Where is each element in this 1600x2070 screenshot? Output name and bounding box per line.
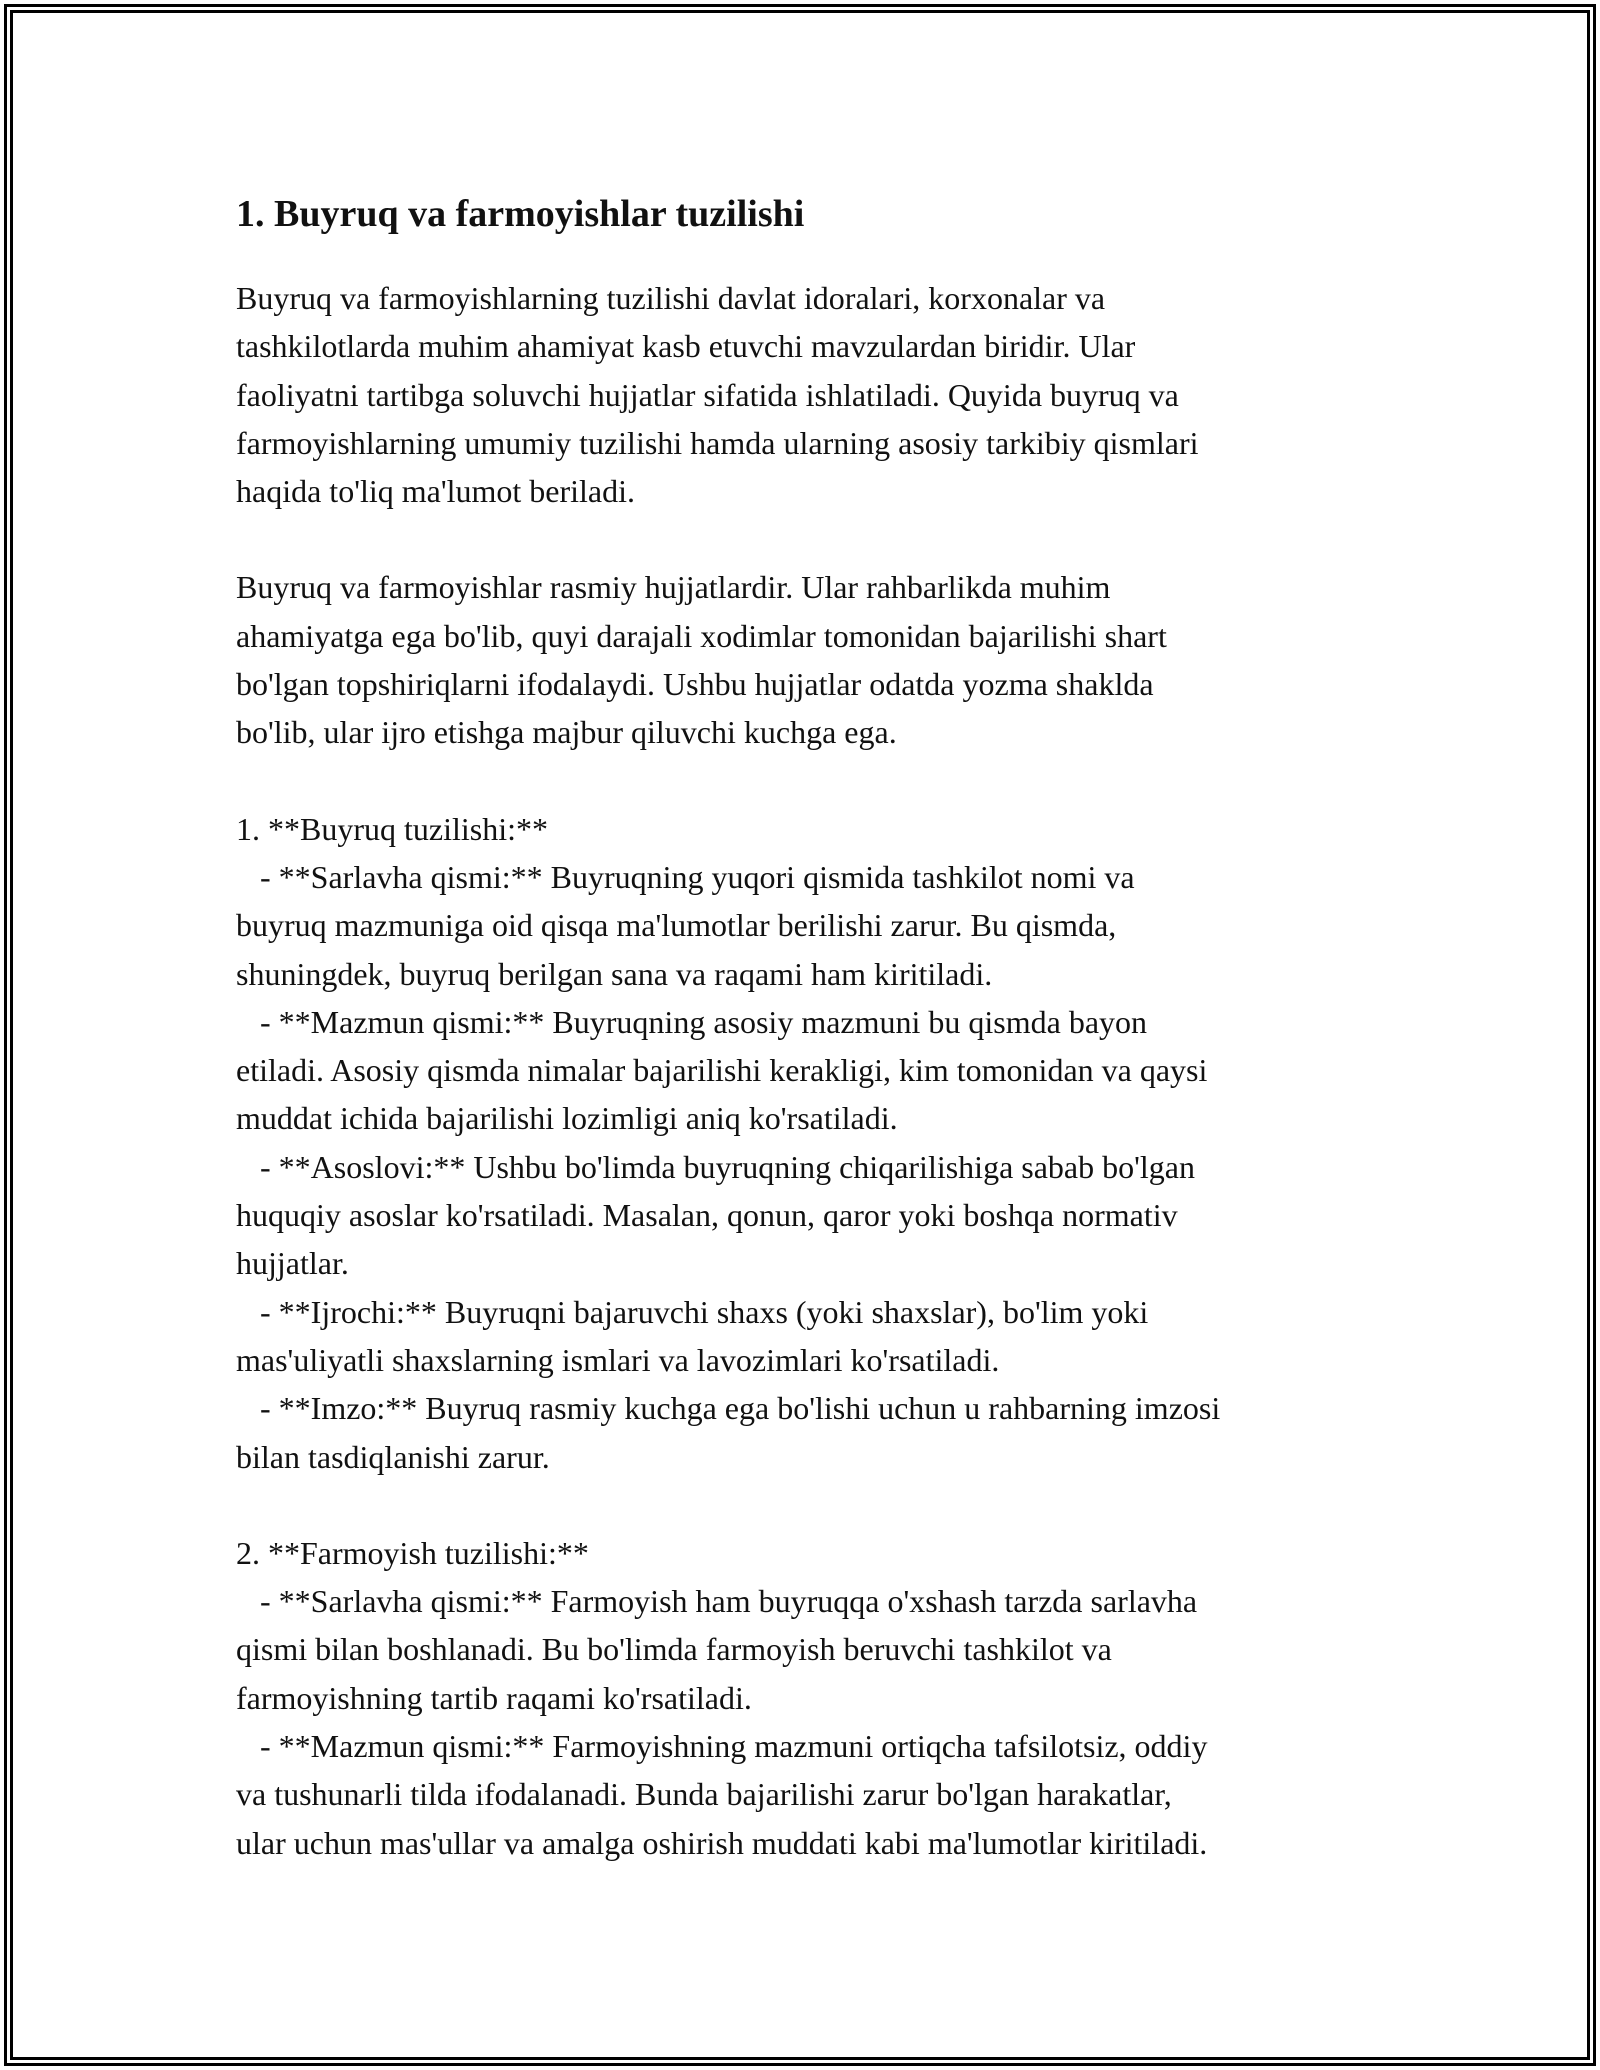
text-line: - **Asoslovi:** Ushbu bo'limda buyruqning chiqarilishiga sabab bo'lgan xyxy=(236,1148,1195,1185)
text-line: 2. **Farmoyish tuzilishi:** xyxy=(236,1534,589,1571)
paragraph xyxy=(236,274,1376,515)
text-line: hujjatlar. xyxy=(236,1245,349,1282)
text-line: etiladi. Asosiy qismda nimalar bajarilishi kerakligi, kim tomonidan va qaysi xyxy=(236,1052,1208,1089)
text-line: tashkilotlarda muhim ahamiyat kasb etuvchi mavzulardan biridir. Ular xyxy=(236,328,1136,365)
text-line: huquqiy asoslar ko'rsatiladi. Masalan, qonun, qaror yoki boshqa normativ xyxy=(236,1197,1178,1234)
document-paragraphs xyxy=(236,274,1376,1867)
document-title: 1. Buyruq va farmoyishlar tuzilishi xyxy=(236,193,805,235)
text-line: qismi bilan boshlanadi. Bu bo'limda farmoyish beruvchi tashkilot va xyxy=(236,1631,1112,1668)
paragraph xyxy=(236,1529,1376,1867)
text-line: shuningdek, buyruq berilgan sana va raqami ham kiritiladi. xyxy=(236,955,993,992)
text-line: bo'lgan topshiriqlarni ifodalaydi. Ushbu hujjatlar odatda yozma shaklda xyxy=(236,666,1154,703)
text-line: faoliyatni tartibga soluvchi hujjatlar sifatida ishlatiladi. Quyida buyruq va xyxy=(236,376,1179,413)
text-line: mas'uliyatli shaxslarning ismlari va lavozimlari ko'rsatiladi. xyxy=(236,1341,1000,1378)
text-line: - **Mazmun qismi:** Farmoyishning mazmuni ortiqcha tafsilotsiz, oddiy xyxy=(236,1728,1208,1765)
text-line: Buyruq va farmoyishlar rasmiy hujjatlardir. Ular rahbarlikda muhim xyxy=(236,569,1111,606)
text-line: buyruq mazmuniga oid qisqa ma'lumotlar berilishi zarur. Bu qismda, xyxy=(236,907,1117,944)
text-line: - **Sarlavha qismi:** Farmoyish ham buyruqqa o'xshash tarzda sarlavha xyxy=(236,1583,1198,1620)
text-line: - **Ijrochi:** Buyruqni bajaruvchi shaxs (yoki shaxslar), bo'lim yoki xyxy=(236,1293,1149,1330)
text-line: bilan tasdiqlanishi zarur. xyxy=(236,1438,550,1475)
text-line: va tushunarli tilda ifodalanadi. Bunda bajarilishi zarur bo'lgan harakatlar, xyxy=(236,1776,1172,1813)
text-line: ular uchun mas'ullar va amalga oshirish muddati kabi ma'lumotlar kiritiladi. xyxy=(236,1824,1208,1861)
text-line: ahamiyatga ega bo'lib, quyi darajali xodimlar tomonidan bajarilishi shart xyxy=(236,617,1167,654)
text-line: farmoyishlarning umumiy tuzilishi hamda ularning asosiy tarkibiy qismlari xyxy=(236,424,1199,461)
paragraph xyxy=(236,805,1376,1481)
text-line: haqida to'liq ma'lumot beriladi. xyxy=(236,473,635,510)
text-line: - **Mazmun qismi:** Buyruqning asosiy mazmuni bu qismda bayon xyxy=(236,1003,1148,1040)
text-line: farmoyishning tartib raqami ko'rsatiladi. xyxy=(236,1679,752,1716)
text-line: Buyruq va farmoyishlarning tuzilishi davlat idoralari, korxonalar va xyxy=(236,280,1106,316)
paragraph xyxy=(236,563,1376,756)
text-line: muddat ichida bajarilishi lozimligi aniq ko'rsatiladi. xyxy=(236,1100,898,1137)
text-line: - **Imzo:** Buyruq rasmiy kuchga ega bo'lishi uchun u rahbarning imzosi xyxy=(236,1390,1221,1427)
text-line: 1. **Buyruq tuzilishi:** xyxy=(236,810,548,847)
text-line: - **Sarlavha qismi:** Buyruqning yuqori qismida tashkilot nomi va xyxy=(236,858,1135,895)
text-line: bo'lib, ular ijro etishga majbur qiluvchi kuchga ega. xyxy=(236,714,897,751)
document-body xyxy=(236,180,1376,1915)
